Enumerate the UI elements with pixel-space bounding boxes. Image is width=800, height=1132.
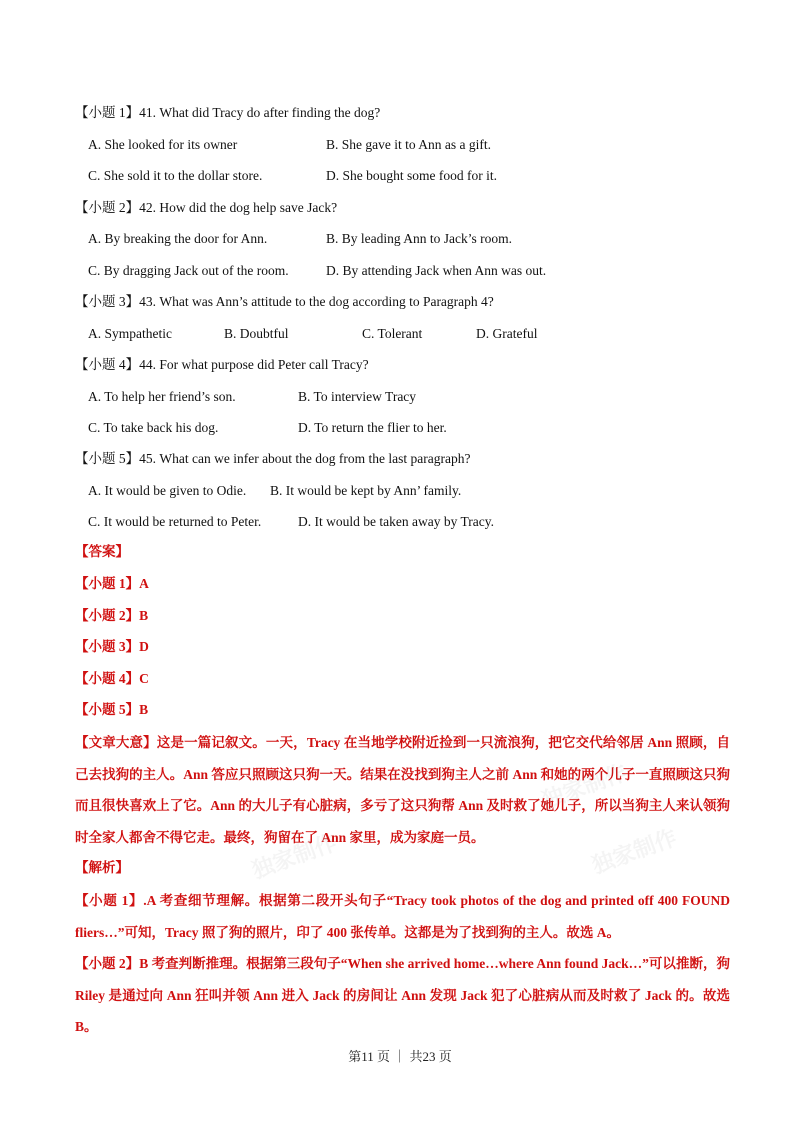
question-5-option-d: D. It would be taken away by Tracy. (298, 514, 494, 529)
question-2-option-d: D. By attending Jack when Ann was out. (326, 263, 547, 278)
question-5-stem: 【小题 5】45. What can we infer about the dog from the last paragraph? (75, 451, 471, 466)
analysis-item-1: 【小题 1】.A 考查细节理解。根据第二段开头句子“Tracy took photos of the dog and printed off 400 FOUND fliers…”可知，Tracy 照了狗的照片，印了 400 张传单。这都是为了找到狗的主人。故选 A。 (75, 893, 730, 940)
watermark: 独家制作 (589, 825, 681, 880)
question-3-option-a: A. Sympathetic (88, 326, 172, 341)
question-4-option-c: C. To take back his dog. (88, 420, 219, 435)
analysis-heading: 【解析】 (75, 860, 129, 875)
answer-1: 【小题 1】A (75, 576, 149, 591)
question-5-option-a: A. It would be given to Odie. (88, 483, 247, 498)
answer-4: 【小题 4】C (75, 671, 149, 686)
question-5-option-c: C. It would be returned to Peter. (88, 514, 262, 529)
question-2-option-b: B. By leading Ann to Jack’s room. (326, 231, 512, 246)
question-4-stem: 【小题 4】44. For what purpose did Peter call Tracy? (75, 357, 369, 372)
summary-text: 这是一篇记叙文。一天，Tracy 在当地学校附近捡到一只流浪狗，把它交代给邻居 Ann 照顾，自己去找狗的主人。Ann 答应只照顾这只狗一天。结果在没找到狗主人之前 Ann 和她的两个儿子一直照顾这只狗而且很快喜欢上了它。Ann 的大儿子有心脏病，多亏了这只狗帮 Ann 及时救了她儿子，所以当狗主人来认领狗时全家人都舍不得它走。最终，狗留在了 Ann 家里，成为家庭一员。 (75, 735, 730, 845)
question-1-stem: 【小题 1】41. What did Tracy do after finding the dog? (75, 105, 381, 120)
question-3-option-c: C. Tolerant (362, 326, 423, 341)
question-3-option-b: B. Doubtful (224, 326, 289, 341)
answer-heading: 【答案】 (75, 544, 129, 559)
question-1-option-b: B. She gave it to Ann as a gift. (326, 137, 491, 152)
question-4-option-d: D. To return the flier to her. (298, 420, 447, 435)
question-2-stem: 【小题 2】42. How did the dog help save Jack? (75, 200, 338, 215)
question-3-option-d: D. Grateful (476, 326, 538, 341)
question-4-option-a: A. To help her friend’s son. (88, 389, 236, 404)
watermark: 独家制作 (249, 830, 341, 885)
analysis-item-2: 【小题 2】B 考查判断推理。根据第三段句子“When she arrived home…where Ann found Jack…”可以推断，狗 Riley 是通过向 Ann 狂叫并领 Ann 进入 Jack 的房间让 Ann 发现 Jack 犯了心脏病从而及时救了 Jack 的。故选 B。 (75, 956, 730, 1034)
summary-label: 【文章大意】 (75, 735, 157, 750)
page-footer: 第11 页 ｜ 共23 页 (348, 1049, 452, 1064)
watermark: 独家制作 (539, 760, 631, 815)
question-1-option-d: D. She bought some food for it. (326, 168, 497, 183)
question-4-option-b: B. To interview Tracy (298, 389, 417, 404)
answer-2: 【小题 2】B (75, 608, 149, 623)
answer-3: 【小题 3】D (75, 639, 149, 654)
question-2-option-c: C. By dragging Jack out of the room. (88, 263, 289, 278)
question-1-option-a: A. She looked for its owner (88, 137, 238, 152)
question-2-option-a: A. By breaking the door for Ann. (88, 231, 268, 246)
question-1-option-c: C. She sold it to the dollar store. (88, 168, 263, 183)
question-3-stem: 【小题 3】43. What was Ann’s attitude to the dog according to Paragraph 4? (75, 294, 494, 309)
question-5-option-b: B. It would be kept by Ann’ family. (270, 483, 462, 498)
answer-5: 【小题 5】B (75, 702, 149, 717)
